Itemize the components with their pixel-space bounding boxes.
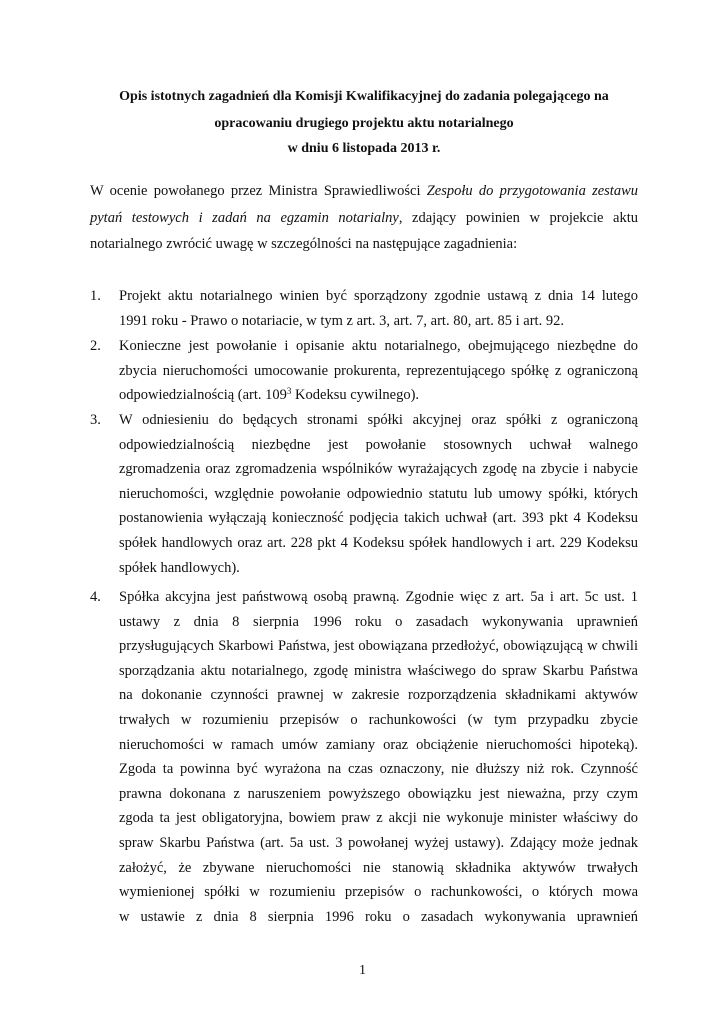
intro-team-name-part-2: pytań testowych i zadań na egzamin notarialny	[90, 209, 399, 226]
intro-line-1: W ocenie powołanego przez Ministra Sprawiedliwości Zespołu do przygotowania zestawu	[90, 183, 638, 199]
list-item-number: 4.	[90, 589, 101, 605]
list-item-number: 2.	[90, 338, 101, 354]
list-item-body: W odniesieniu do będących stronami spółki akcyjnej oraz spółki z ograniczoną odpowiedzialnością niezbędne jest powołanie stosownych uchwał walnego zgromadzenia oraz zgromadzenia wspólników wyrażających zgodę na zbycie i nabycie nieruchomości, względnie powołanie odpowiednio statutu lub umowy spółki, których postanowienia wyłączają konieczność podjęcia takich uchwał (art. 393 pkt 4 Kodeksu spółek handlowych oraz art. 228 pkt 4 Kodeksu spółek handlowych i art. 229 Kodeksu spółek handlowych).	[119, 412, 638, 576]
list-item-body: Konieczne jest powołanie i opisanie aktu notarialnego, obejmującego niezbędne do zbycia nieruchomości umocowanie prokurenta, reprezentującego spółkę z ograniczoną odpowiedzialnością (art. $109^3$ Kodeksu cywilnego).	[119, 338, 638, 404]
list-item-number: 3.	[90, 412, 101, 428]
page-number: 1	[359, 963, 366, 978]
intro-line-2: pytań testowych i zadań na egzamin notarialny, zdający powinien w projekcie aktu	[90, 209, 638, 226]
document-title-line-1: Opis istotnych zagadnień dla Komisji Kwalifikacyjnej do zadania polegającego na	[119, 89, 609, 104]
list-item-body: Projekt aktu notarialnego winien być sporządzony zgodnie ustawą z dnia 14 lutego 1991 roku - Prawo o notariacie, w tym z art. 3, art. 7, art. 80, art. 85 i art. 92.	[119, 288, 638, 329]
intro-line-3: notarialnego zwrócić uwagę w szczególności na następujące zagadnienia:	[90, 236, 518, 252]
document-title-line-2: opracowaniu drugiego projektu aktu notarialnego	[214, 116, 514, 131]
intro-paragraph	[90, 178, 638, 258]
list-item-body: Spółka akcyjna jest państwową osobą prawną. Zgodnie więc z art. 5a i art. 5c ust. 1 ustawy z dnia 8 sierpnia 1996 roku o zasadach wykonywania uprawnień przysługujących Skarbowi Państwa, jest obowiązana przedłożyć, obowiązującą w chwili sporządzania aktu notarialnego, zgodę ministra właściwego do spraw Skarbu Państwa na dokonanie czynności prawnej w zakresie rozporządzenia składnikami aktywów trwałych w rozumieniu przepisów o rachunkowości (w tym przypadku zbycie nieruchomości w ramach umów zamiany oraz obciążenie nieruchomości hipoteką). Zgoda ta powinna być wyrażona na czas oznaczony, nie dłuższy niż rok. Czynność prawna dokonana z naruszeniem powyższego obowiązku jest nieważna, przy czym zgoda ta jest obligatoryjna, bowiem praw z akcji nie wykonuje minister właściwy do spraw Skarbu Państwa (art. 5a ust. 3 powołanej wyżej ustawy). Zdający może jednak założyć, że zbywane nieruchomości nie stanowią składnika aktywów trwałych wymienionej spółki w rozumieniu przepisów o rachunkowości, o których mowa w ustawie z dnia 8 sierpnia 1996 roku o zasadach wykonywania uprawnień	[119, 589, 638, 925]
document-title-line-3: w dniu 6 listopada 2013 r.	[287, 141, 441, 156]
superscript-article: 3	[286, 386, 292, 397]
list-item-number: 1.	[90, 288, 101, 304]
intro-team-name-part-1: Zespołu do przygotowania zestawu	[426, 183, 638, 199]
